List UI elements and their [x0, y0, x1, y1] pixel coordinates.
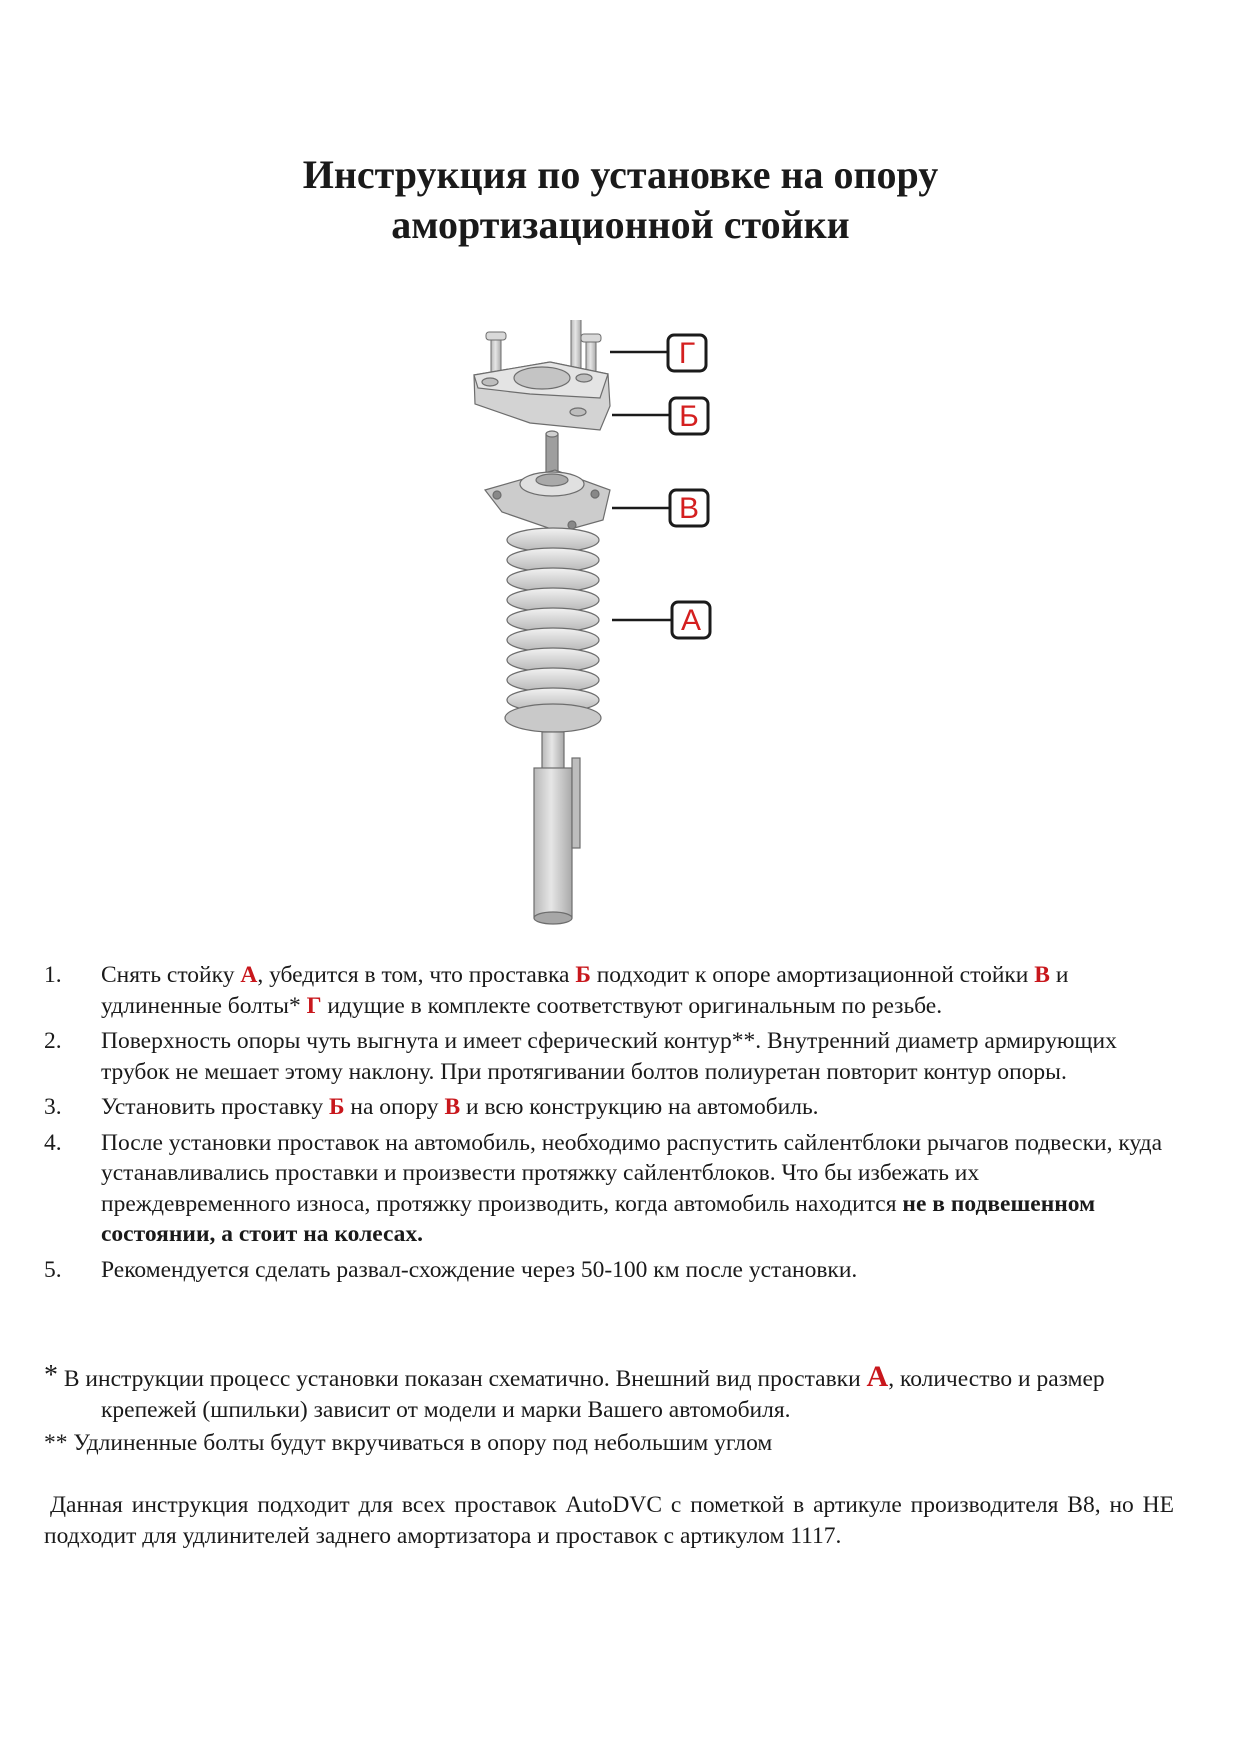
step-number: 2. — [44, 1028, 62, 1054]
part-mark: Г — [306, 992, 322, 1019]
part-mark: А — [240, 962, 258, 988]
instruction-steps — [44, 960, 1174, 1290]
part-mark: В — [444, 1094, 461, 1120]
step-text: и всю конструкцию на автомобиль. — [460, 1094, 819, 1120]
footnote-text: В инструкции процесс установки показан схематично. Внешний вид проставки — [58, 1366, 867, 1392]
step-2 — [44, 1026, 1174, 1087]
svg-text:Г: Г — [678, 337, 696, 370]
step-text: на опору — [344, 1094, 445, 1120]
footnote-star: * — [44, 1360, 58, 1391]
step-1 — [44, 960, 1174, 1021]
label-a — [672, 602, 710, 638]
part-mark: Б — [575, 962, 591, 988]
svg-text:В: В — [678, 492, 700, 525]
page-title-line-1: Инструкция по установке на опору — [302, 152, 939, 197]
step-4 — [44, 1128, 1174, 1250]
svg-text:Б: Б — [679, 400, 699, 433]
leader-lines — [610, 352, 672, 620]
step-text: , убедится в том, что проставка — [257, 962, 576, 988]
step-text: и удлиненные болты* — [101, 962, 1069, 1019]
step-text: идущие в комплекте соответствуют оригинальным по резьбе. — [321, 992, 943, 1019]
step-number: 1. — [44, 962, 62, 988]
step-number: 4. — [44, 1129, 62, 1156]
part-mark: Б — [328, 1094, 345, 1120]
part-mark: В — [1034, 962, 1050, 988]
spring-part-a — [505, 528, 601, 732]
footnote-text-continued: крепежей (шпильки) зависит от модели и марки Вашего автомобиля. — [101, 1397, 791, 1423]
spacer-part-b — [474, 362, 610, 430]
step-text: После установки проставок на автомобиль, необходимо распустить сайлентблоки рычагов подвески, куда устанавливались проставки и произвести протяжку сайлентблоков. Что бы избежать их преждевременного износа, протяжку производить, когда автомобиль находится — [101, 1129, 1163, 1217]
part-mark: А — [866, 1360, 889, 1393]
footnote-text: , количество и размер — [888, 1366, 1105, 1392]
label-v — [670, 490, 708, 526]
page-title-line-2: амортизационной стойки — [391, 202, 850, 247]
step-text: подходит к опоре амортизационной стойки — [590, 962, 1035, 988]
shock-body — [534, 732, 580, 924]
applicability-note: Данная инструкция подходит для всех проставок AutoDVC с пометкой в артикуле производителя B8, но НЕ подходит для удлинителей заднего амортизатора и проставок с артикулом 1117. — [44, 1492, 1174, 1549]
step-text: Поверхность опоры чуть выгнута и имеет сферический контур**. Внутренний диаметр армирующих трубок не мешает этому наклону. При протягивании болтов полиуретан повторит контур опоры. — [101, 1028, 1117, 1085]
step-text: Установить проставку — [101, 1094, 329, 1120]
step-text: Снять стойку — [101, 962, 241, 988]
step-number: 5. — [44, 1256, 62, 1283]
step-5 — [44, 1255, 1174, 1286]
svg-text:А: А — [680, 604, 702, 637]
strut-assembly-diagram — [460, 320, 820, 940]
mount-part-v — [485, 431, 610, 532]
footnote-1 — [44, 1360, 1174, 1426]
step-3 — [44, 1092, 1174, 1123]
label-g — [668, 335, 706, 371]
footnotes — [44, 1360, 1174, 1459]
label-b — [670, 398, 708, 434]
step-number: 3. — [44, 1094, 62, 1120]
step-text: Рекомендуется сделать развал-схождение через 50-100 км после установки. — [101, 1256, 858, 1283]
footnote-2: ** Удлиненные болты будут вкручиваться в опору под небольшим углом — [44, 1430, 773, 1456]
step-bold-text: не в подвешенном состоянии, а стоит на колесах. — [101, 1190, 1096, 1247]
